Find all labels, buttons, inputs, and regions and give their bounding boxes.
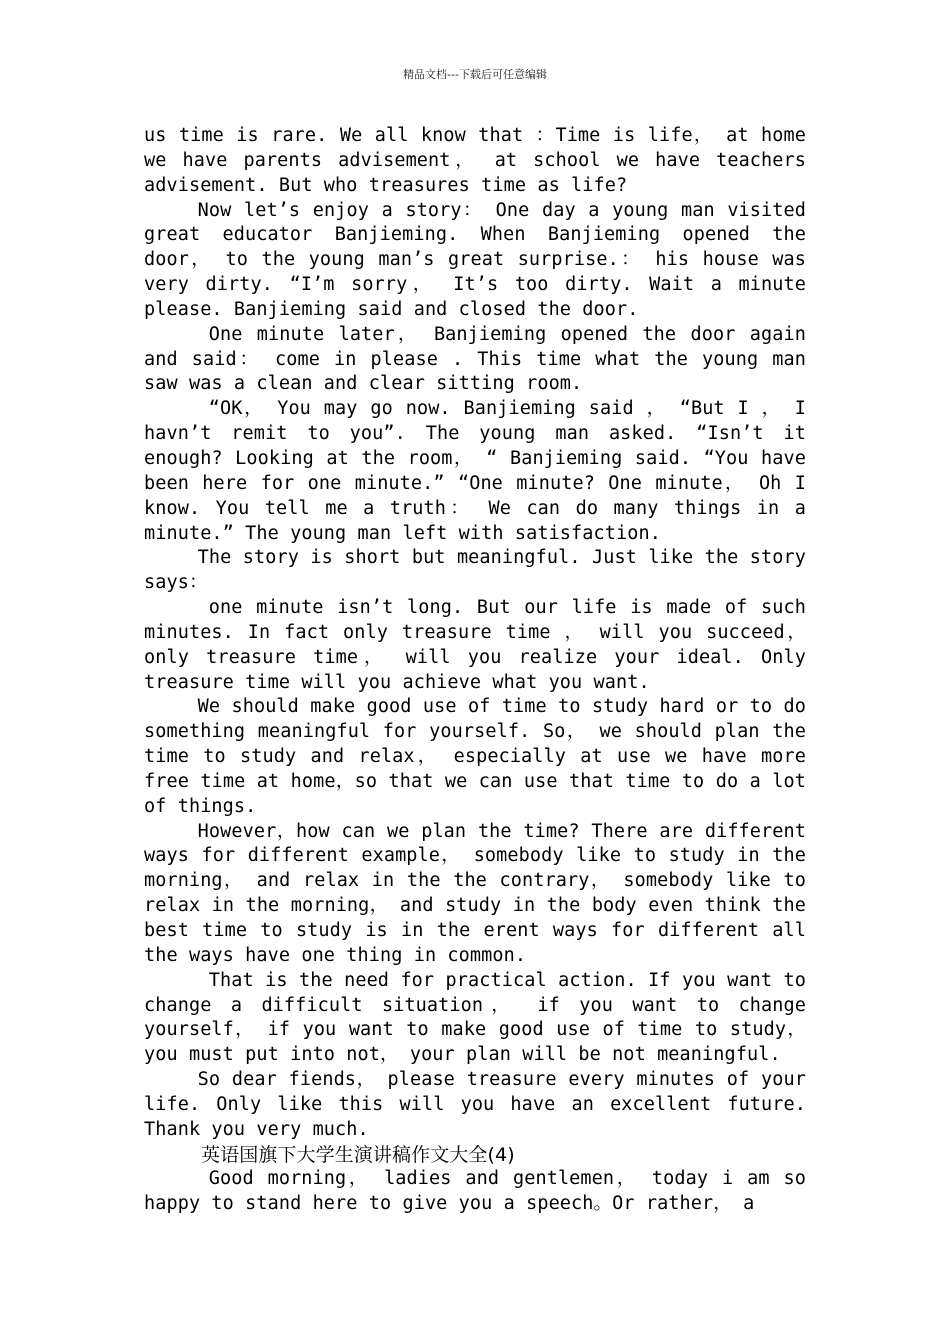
paragraph-10: So dear fiends， please treasure every minutes of your life. Only like this will you have an excellent future. Thank you very much.	[144, 1069, 806, 1140]
paragraph-6: one minute isn’t long. But our life is made of such minutes. In fact only treasure time ， will you succeed， only treasure time， will you realize your ideal. Only treasure time will you achieve what you want.	[144, 597, 806, 693]
section-heading: 英语国旗下大学生演讲稿作文大全(4)	[201, 1143, 515, 1166]
document-body	[144, 124, 806, 1217]
paragraph-3: One minute later， Banjieming opened the door again and said： come in please . This time what the young man saw was a clean and clear sitting room.	[144, 323, 806, 395]
paragraph-7: We should make good use of time to study hard or to do something meaningful for yourself. So， we should plan the time to study and relax， especially at use we have more free time at home，so that we can use that time to do a lot of things.	[144, 696, 806, 817]
paragraph-final: Good morning， ladies and gentlemen， today i am so happy to stand here to give you a speech。Or rather， a	[144, 1168, 806, 1215]
paragraph-2: Now let’s enjoy a story： One day a young man visited great educator Banjieming. When Banjieming opened the door， to the young man’s great surprise.： his house was very dirty. “I’m sorry， It’s too dirty. Wait a minute please. Banjieming said and closed the door.	[144, 199, 806, 320]
page-header: 精品文档---下载后可任意编辑	[403, 68, 547, 81]
paragraph-9: That is the need for practical action. If you want to change a difficult situation， if you want to change yourself， if you want to make good use of time to study， you must put into not， your plan will be not meaningful.	[144, 969, 806, 1066]
paragraph-4: “OK， You may go now. Banjieming said ， “But I ， I havn’t remit to you”. The young man asked. “Isn’t it enough? Looking at the room， “ Banjieming said. “You have been here for one minute.” “One minute? One minute， Oh I know. You tell me a truth： We can do many things in a minute.” The young man left with satisfaction.	[144, 398, 806, 544]
paragraph-8: However，how can we plan the time? There are different ways for different example， somebody like to study in the morning， and relax in the the contrary， somebody like to relax in the morning， and study in the body even think the best time to study is in the erent ways for different all the ways have one thing in common.	[144, 820, 806, 966]
paragraph-5: The story is short but meaningful. Just like the story says：	[144, 547, 806, 594]
paragraph-1: us time is rare. We all know that ：Time is life， at home we have parents advisement， at school we have teachers advisement. But who treasures time as life?	[144, 125, 806, 196]
